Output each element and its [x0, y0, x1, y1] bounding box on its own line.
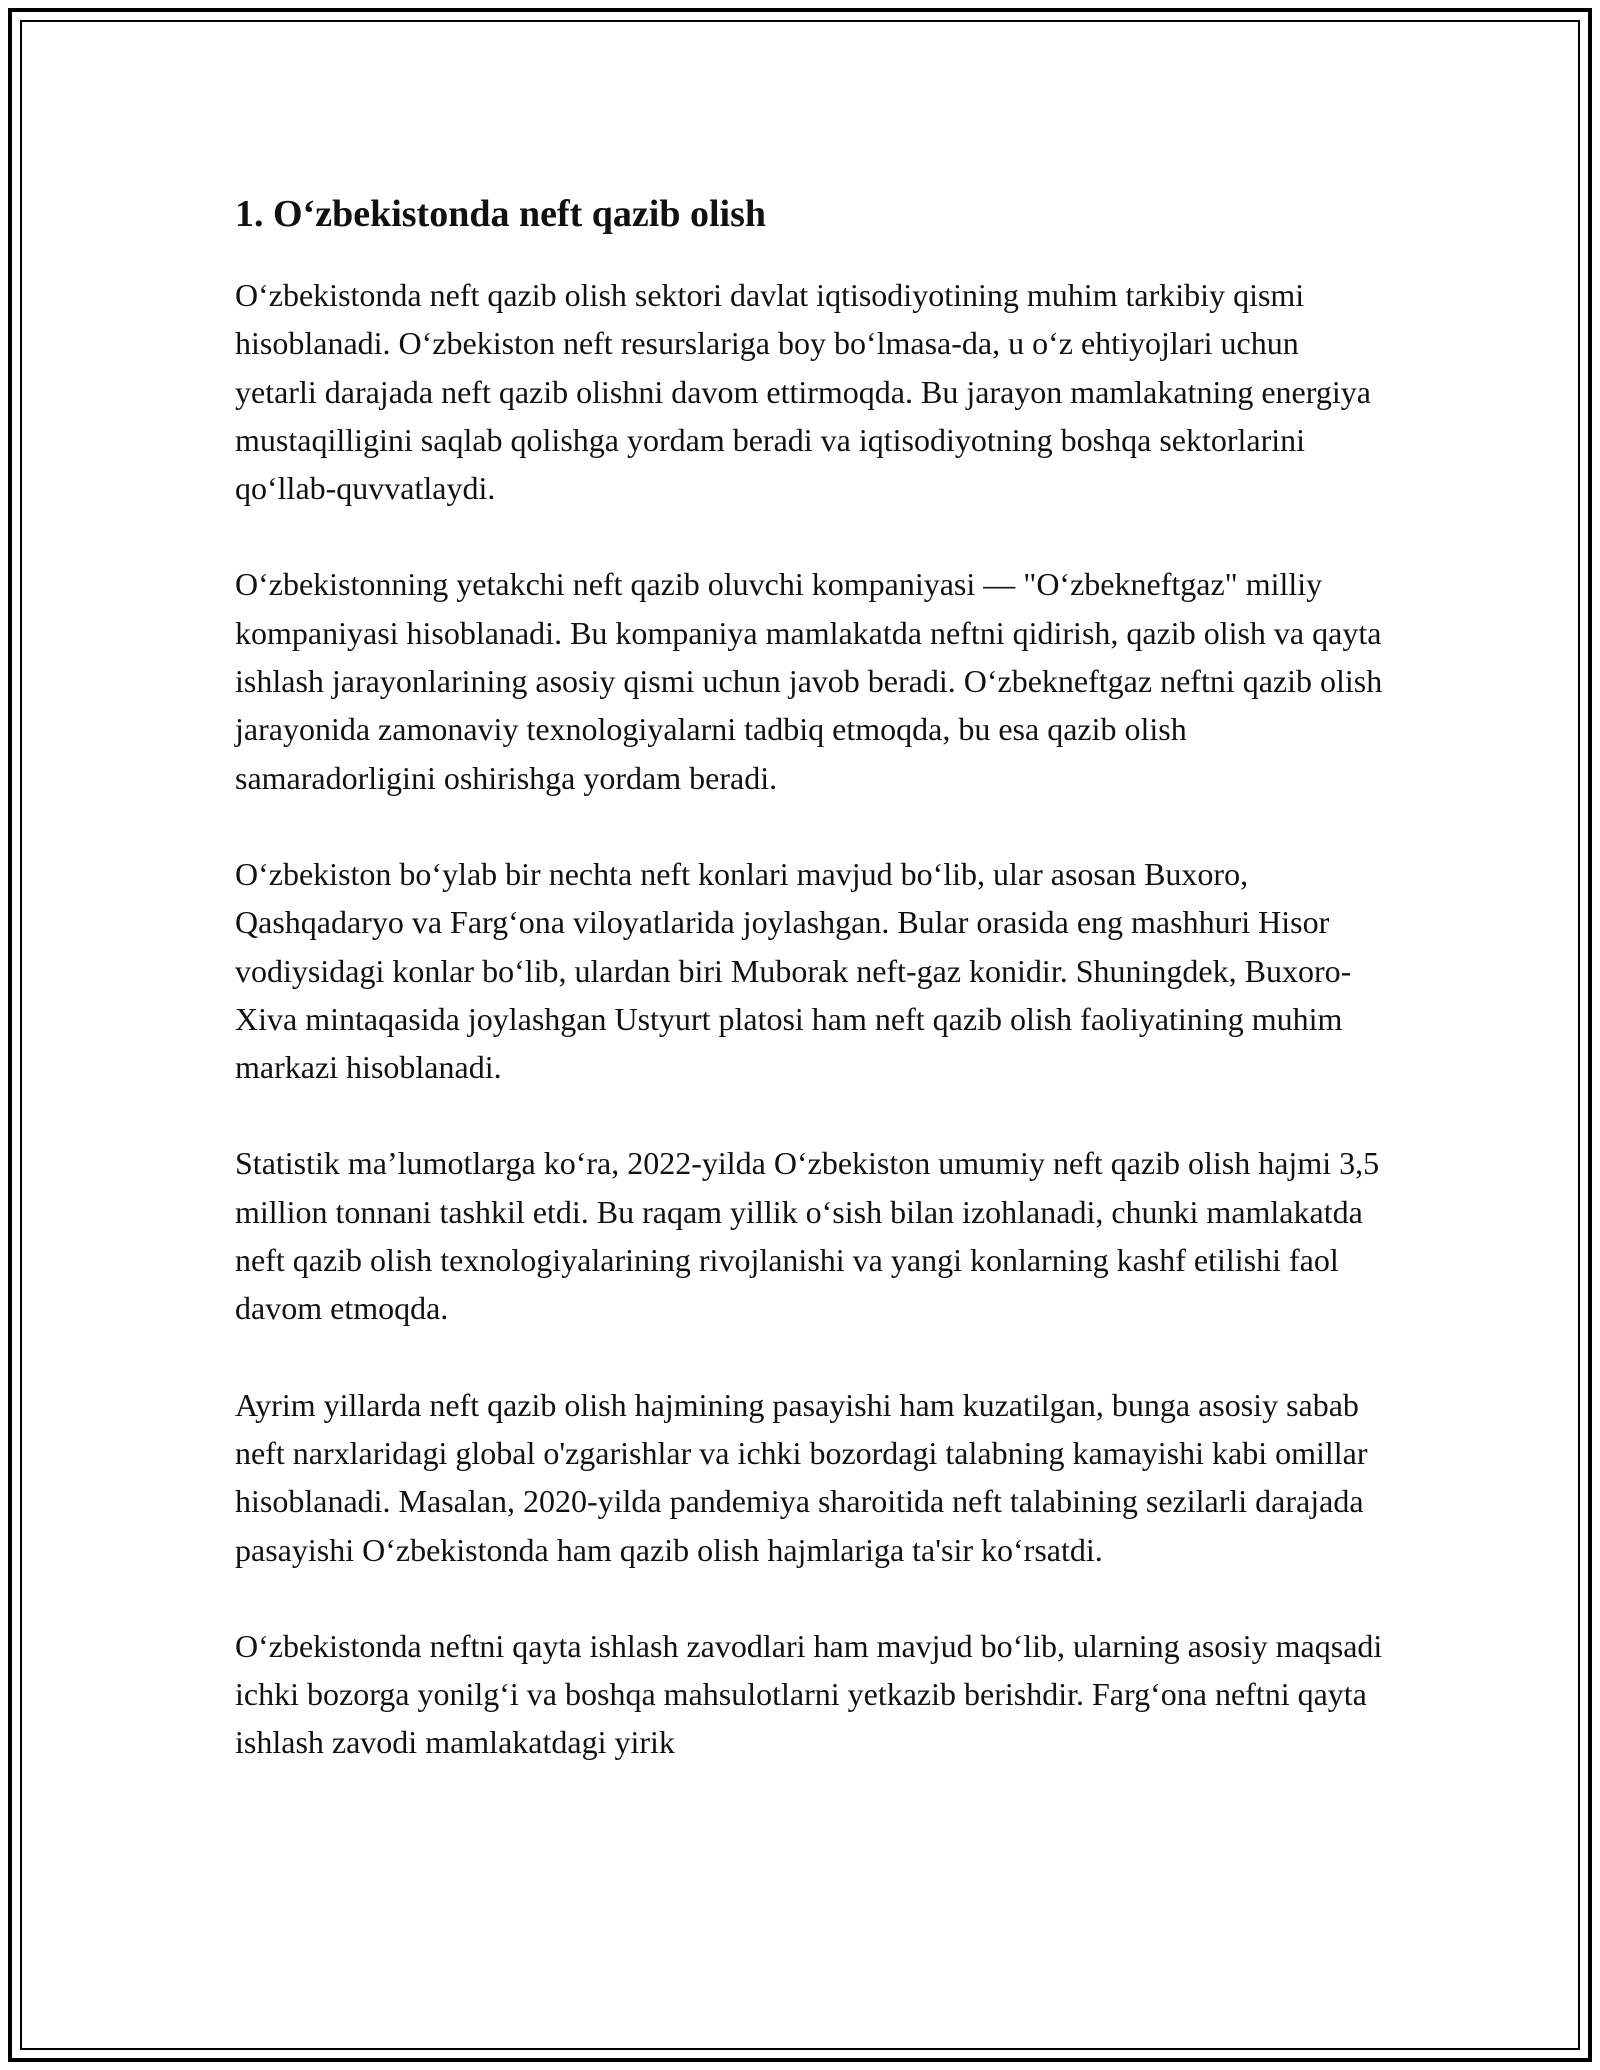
paragraph-4: Statistik ma’lumotlarga koʻra, 2022-yilda Oʻzbekiston umumiy neft qazib olish hajmi 3,5 million tonnani tashkil etdi. Bu raqam yillik oʻsish bilan izohlanadi, chunki mamlakatda neft qazib olish texnologiyalarining rivojlanishi va yangi konlarning kashf etilishi faol davom etmoqda. [235, 1145, 1380, 1327]
paragraph-2: Oʻzbekistonning yetakchi neft qazib oluvchi kompaniyasi — "Oʻzbekneftgaz" milliy kompaniyasi hisoblanadi. Bu kompaniya mamlakatda neftni qidirish, qazib olish va qayta ishlash jarayonlarining asosiy qismi uchun javob beradi. Oʻzbekneftgaz neftni qazib olish jarayonida zamonaviy texnologiyalarni tadbiq etmoqda, bu esa qazib olish samaradorligini oshirishga yordam beradi. [235, 566, 1383, 796]
section-heading: 1. Oʻzbekistonda neft qazib olish [235, 193, 767, 235]
document-body [235, 185, 1385, 1767]
paragraph-1: Oʻzbekistonda neft qazib olish sektori davlat iqtisodiyotining muhim tarkibiy qismi hisoblanadi. Oʻzbekiston neft resurslariga boy boʻlmasa-da, u oʻz ehtiyojlari uchun yetarli darajada neft qazib olishni davom ettirmoqda. Bu jarayon mamlakatning energiya mustaqilligini saqlab qolishga yordam beradi va iqtisodiyotning boshqa sektorlarini qoʻllab-quvvatlaydi. [235, 277, 1371, 507]
paragraph-5: Ayrim yillarda neft qazib olish hajmining pasayishi ham kuzatilgan, bunga asosiy sabab neft narxlaridagi global o'zgarishlar va ichki bozordagi talabning kamayishi kabi omillar hisoblanadi. Masalan, 2020-yilda pandemiya sharoitida neft talabining sezilarli darajada pasayishi Oʻzbekistonda ham qazib olish hajmlariga ta'sir koʻrsatdi. [235, 1386, 1368, 1568]
paragraph-6: Oʻzbekistonda neftni qayta ishlash zavodlari ham mavjud boʻlib, ularning asosiy maqsadi ichki bozorga yonilgʻi va boshqa mahsulotlarni yetkazib berishdir. Fargʻona neftni qayta ishlash zavodi mamlakatdagi yirik [235, 1627, 1383, 1761]
paragraph-3: Oʻzbekiston boʻylab bir nechta neft konlari mavjud boʻlib, ular asosan Buxoro, Qashqadaryo va Fargʻona viloyatlarida joylashgan. Bular orasida eng mashhuri Hisor vodiysidagi konlar boʻlib, ulardan biri Muborak neft-gaz konidir. Shuningdek, Buxoro-Xiva mintaqasida joylashgan Ustyurt platosi ham neft qazib olish faoliyatining muhim markazi hisoblanadi. [235, 855, 1352, 1086]
